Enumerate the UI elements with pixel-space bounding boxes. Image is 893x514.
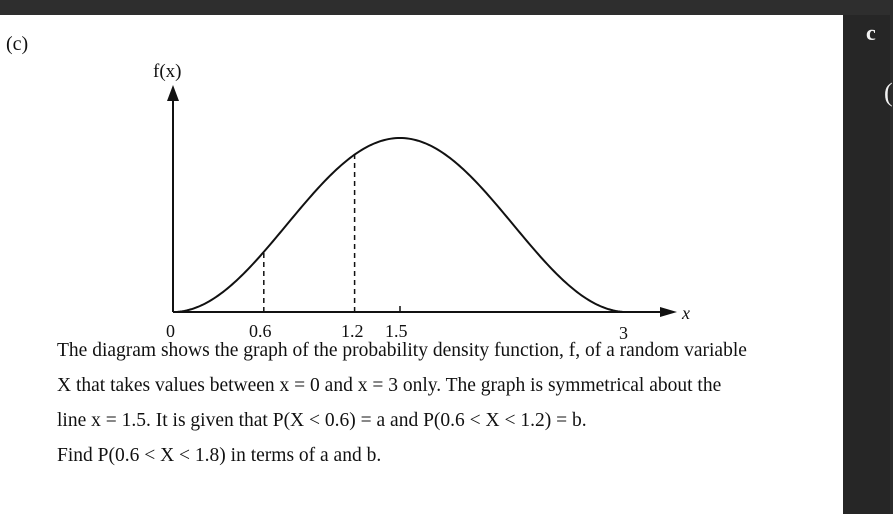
document-page [0,15,843,514]
x-axis-label: x [682,303,690,323]
x-axis-arrowhead [660,307,677,317]
question-text [57,333,797,473]
pdf-curve [173,138,627,312]
y-axis-label: f(x) [153,61,182,82]
question-line-3: line x = 1.5. It is given that P(X < 0.6) = a and P(0.6 < X < 1.2) = b. [57,410,587,431]
right-side-panel [843,15,890,514]
part-label: (c) [6,33,29,55]
tick-label-1.2: 1.2 [341,321,364,341]
pdf-graph [0,15,843,343]
tick-label-1.5: 1.5 [385,321,408,341]
tick-label-0: 0 [166,321,175,341]
tick-label-3: 3 [619,323,628,343]
question-line-1: The diagram shows the graph of the probability density function, f, of a random variable [57,340,747,361]
y-axis-arrowhead [167,85,179,101]
question-line-2: X that takes values between x = 0 and x = 3 only. The graph is symmetrical about the [57,375,722,396]
right-panel-glyph: c [866,20,876,45]
question-line-4: Find P(0.6 < X < 1.8) in terms of a and b. [57,445,382,466]
right-panel-paren: ( [884,78,893,107]
tick-label-0.6: 0.6 [249,321,272,341]
top-bar [0,0,890,15]
